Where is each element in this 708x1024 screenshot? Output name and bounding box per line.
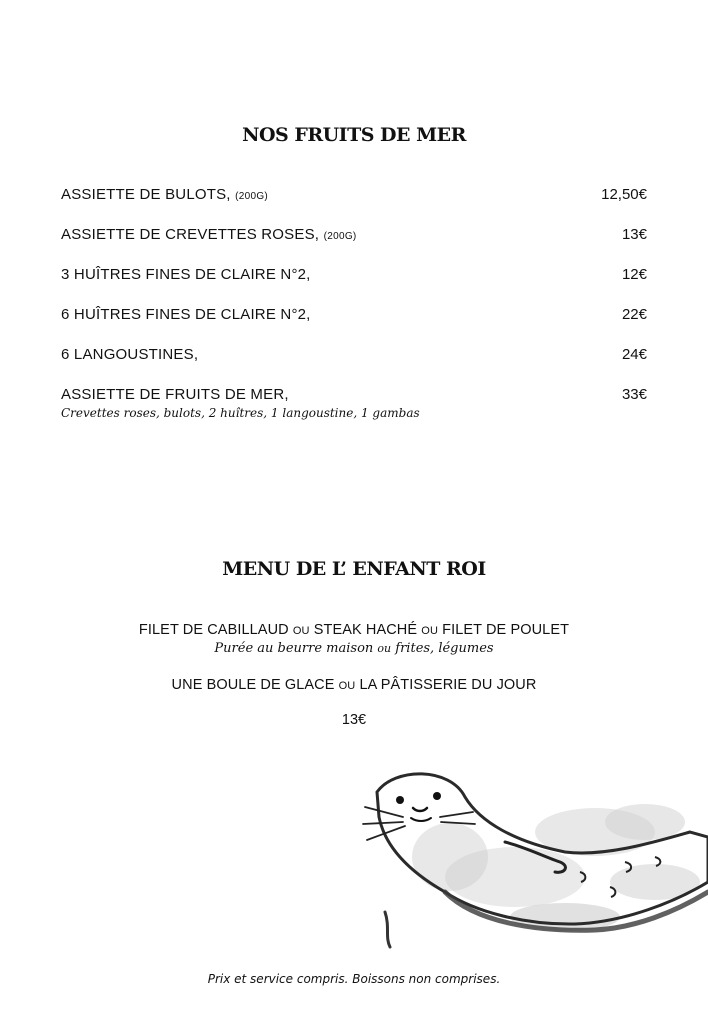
menu-item-name: ASSIETTE DE CREVETTES ROSES, <box>61 226 320 243</box>
menu-item-description: Crevettes roses, bulots, 2 huîtres, 1 langoustine, 1 gambas <box>61 406 420 420</box>
kids-main-option: FILET DE CABILLAUD <box>138 622 289 638</box>
or-separator: OU <box>292 625 310 637</box>
menu-item <box>61 226 647 266</box>
kids-side-option: Purée au beurre maison <box>214 641 374 656</box>
kids-dessert <box>0 677 708 693</box>
menu-item <box>61 346 647 386</box>
kids-dessert-option: LA PÂTISSERIE DU JOUR <box>359 677 537 693</box>
menu-item-name: ASSIETTE DE BULOTS, <box>61 186 231 203</box>
kids-main-option: STEAK HACHÉ <box>313 622 418 638</box>
menu-item-price: 33€ <box>621 386 647 403</box>
kids-menu-title: MENU DE L’ ENFANT ROI <box>222 558 486 580</box>
menu-item <box>61 266 647 306</box>
menu-item-price: 13€ <box>621 226 647 243</box>
kids-main-option: FILET DE POULET <box>442 622 570 638</box>
menu-item-price: 24€ <box>621 346 647 363</box>
or-separator: OU <box>421 625 438 637</box>
menu-item-name: 6 LANGOUSTINES, <box>61 346 199 363</box>
menu-item <box>61 186 647 226</box>
or-separator: ou <box>377 642 392 655</box>
menu-item-price: 12,50€ <box>601 186 647 203</box>
menu-item <box>61 306 647 346</box>
seafood-section-title: NOS FRUITS DE MER <box>242 124 466 146</box>
menu-item-name: 3 HUÎTRES FINES DE CLAIRE N°2, <box>61 266 311 283</box>
menu-item-weight: (200G) <box>235 191 269 202</box>
menu-item-price: 12€ <box>621 266 647 283</box>
kids-menu-price: 13€ <box>341 712 367 728</box>
kids-side-option: frites, légumes <box>395 641 494 656</box>
seafood-menu-list <box>61 186 647 426</box>
footer-note: Prix et service compris. Boissons non comprises. <box>207 972 501 986</box>
menu-item <box>61 386 647 426</box>
menu-item-price: 22€ <box>621 306 647 323</box>
menu-item-name: 6 HUÎTRES FINES DE CLAIRE N°2, <box>61 306 311 323</box>
kids-dessert-option: UNE BOULE DE GLACE <box>171 677 335 693</box>
menu-item-weight: (200G) <box>323 231 357 242</box>
seal-illustration <box>355 762 708 962</box>
or-separator: OU <box>338 680 356 692</box>
kids-main-course <box>0 622 708 656</box>
menu-item-name: ASSIETTE DE FRUITS DE MER, <box>61 386 289 403</box>
